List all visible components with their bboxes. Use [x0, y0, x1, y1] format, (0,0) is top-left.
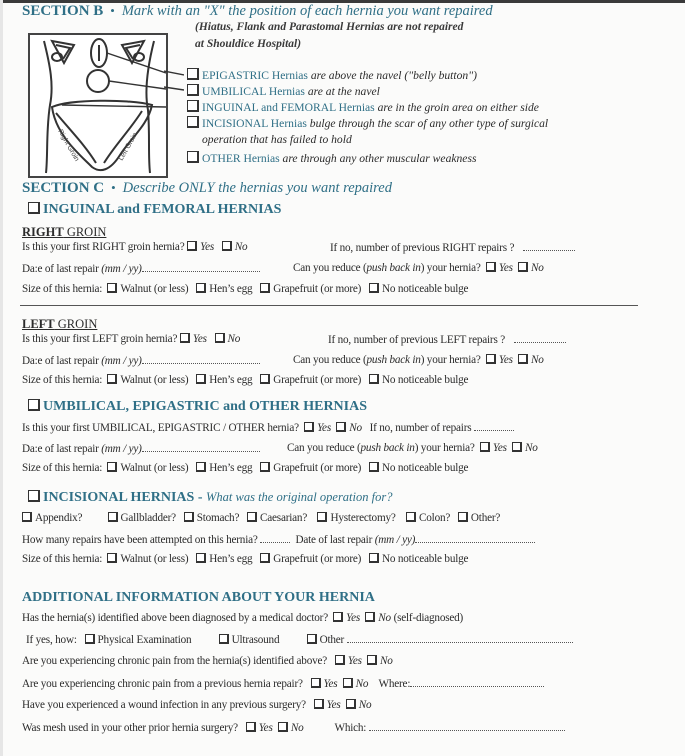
method-option: Physical Examination	[97, 634, 192, 646]
op-stomach-checkbox[interactable]	[184, 512, 194, 522]
umbilical-first-row	[22, 421, 514, 434]
no-label: No	[530, 262, 544, 274]
operations-row	[22, 512, 500, 524]
size-label: Size of this hernia:	[22, 283, 103, 295]
legend-umbilical[interactable]	[187, 84, 380, 98]
incisional-size-grapefruit-checkbox[interactable]	[260, 553, 270, 563]
no-label: No	[349, 422, 362, 434]
diagnosis-method-row	[26, 633, 573, 646]
size-label: Size of this hernia:	[22, 374, 103, 386]
umbilical-reduce-row	[287, 442, 538, 454]
umbilical-date-field[interactable]	[142, 442, 260, 452]
umbilical-size-no-bulge-checkbox[interactable]	[369, 462, 379, 472]
method-other-field[interactable]	[347, 633, 573, 643]
right-size-grapefruit-checkbox[interactable]	[260, 283, 270, 293]
operation-option: Appendix?	[35, 512, 83, 524]
section-c-header	[22, 179, 392, 197]
divider-line	[20, 305, 638, 306]
no-label: No	[524, 442, 538, 454]
legend-other[interactable]	[187, 151, 476, 165]
question-text: If no, number of previous LEFT repairs ?	[328, 334, 505, 346]
diagnosed-no-checkbox[interactable]	[365, 612, 375, 622]
section-b-instruction: Mark with an "X" the position of each hernia you want repaired	[121, 3, 493, 19]
left-size-hens-egg-checkbox[interactable]	[196, 374, 206, 384]
date-label: Da:e of last repair	[22, 355, 99, 367]
wound-infection-yes-checkbox[interactable]	[314, 699, 324, 709]
question-text: How many repairs have been attempted on this hernia?	[22, 534, 258, 546]
method-ultrasound-checkbox[interactable]	[219, 634, 229, 644]
left-size-walnut-checkbox[interactable]	[107, 374, 117, 384]
left-groin-heading-rest: GROIN	[54, 317, 98, 331]
prev-repair-pain-no-checkbox[interactable]	[343, 678, 353, 688]
question-text: Is this your first RIGHT groin hernia?	[22, 241, 185, 253]
no-label: No	[227, 333, 241, 345]
section-c-instruction: Describe ONLY the hernias you want repaired	[122, 180, 392, 196]
left-size-no-bulge-checkbox[interactable]	[369, 374, 379, 384]
left-groin-heading	[22, 317, 97, 332]
incisional-heading-text: INCISIONAL HERNIAS	[43, 490, 195, 505]
method-physical-exam-checkbox[interactable]	[85, 634, 95, 644]
right-size-walnut-checkbox[interactable]	[107, 283, 117, 293]
section-b-label: SECTION B	[22, 3, 104, 19]
inguinal-heading-text: INGUINAL and FEMORAL HERNIAS	[43, 202, 282, 217]
yes-label: Yes	[498, 262, 513, 274]
incisional-size-row	[22, 553, 468, 565]
left-prev-repairs	[328, 333, 566, 346]
umbilical-reduce-no-checkbox[interactable]	[512, 442, 522, 452]
legend-incisional-desc2: operation that has failed to hold	[202, 133, 352, 146]
right-reduce-row	[293, 262, 544, 274]
prev-repair-pain-row	[22, 677, 544, 690]
op-colon-checkbox[interactable]	[406, 512, 416, 522]
reduce-q-pre: Can you reduce (	[293, 354, 367, 366]
op-appendix-checkbox[interactable]	[22, 512, 32, 522]
operation-option: Hysterectomy?	[330, 512, 396, 524]
size-option: Walnut (or less)	[120, 374, 189, 386]
wound-infection-no-checkbox[interactable]	[346, 699, 356, 709]
if-yes-how-label: If yes, how:	[26, 634, 77, 646]
size-option: Grapefruit (or more)	[273, 553, 362, 565]
incisional-dash: -	[194, 490, 206, 505]
no-label: No	[234, 241, 248, 253]
left-reduce-row	[293, 354, 544, 366]
operation-option: Gallbladder?	[120, 512, 176, 524]
right-groin-heading-bold: RIGHT	[22, 225, 64, 239]
umbilical-heading-checkbox[interactable]	[28, 399, 40, 411]
question-text: Is this your first LEFT groin hernia?	[22, 333, 178, 345]
epigastric-checkbox[interactable]	[187, 68, 199, 80]
no-label: No	[290, 722, 304, 734]
date-format: (mm / yy)	[374, 534, 416, 546]
size-option: Grapefruit (or more)	[273, 462, 362, 474]
right-reduce-yes-checkbox[interactable]	[486, 262, 496, 272]
umbilical-heading-text: UMBILICAL, EPIGASTRIC and OTHER HERNIAS	[43, 399, 368, 414]
incisional-repairs-row	[22, 533, 535, 546]
question-text: Are you experiencing chronic pain from the hernia(s) identified above?	[22, 655, 328, 667]
method-other-checkbox[interactable]	[307, 634, 317, 644]
right-groin-heading	[22, 225, 106, 240]
operation-option: Other?	[470, 512, 501, 524]
incisional-date-field[interactable]	[415, 533, 535, 543]
reduce-q-post: ) your hernia?	[414, 442, 475, 454]
size-option: No noticeable bulge	[381, 283, 469, 295]
operation-option: Colon?	[419, 512, 451, 524]
question-text: Have you experienced a wound infection in any previous surgery?	[22, 699, 306, 711]
chronic-pain-no-checkbox[interactable]	[367, 655, 377, 665]
where-label: Where:	[378, 678, 411, 690]
umbilical-size-hens-egg-checkbox[interactable]	[196, 462, 206, 472]
date-format: (mm / yy)	[101, 443, 142, 455]
size-label: Size of this hernia:	[22, 462, 103, 474]
incisional-size-no-bulge-checkbox[interactable]	[369, 553, 379, 563]
umbilical-first-yes-checkbox[interactable]	[304, 422, 314, 432]
right-first-no-checkbox[interactable]	[222, 241, 232, 251]
left-size-grapefruit-checkbox[interactable]	[260, 374, 270, 384]
size-option: Hen’s egg	[209, 553, 253, 565]
right-size-row	[22, 283, 468, 295]
question-text: Are you experiencing chronic pain from a previous hernia repair?	[22, 678, 303, 690]
yes-label: Yes	[498, 354, 513, 366]
mesh-yes-checkbox[interactable]	[246, 722, 256, 732]
date-label: Date of last repair	[295, 534, 373, 546]
left-first-hernia-row	[22, 333, 240, 345]
umbilical-size-row	[22, 462, 468, 474]
where-field[interactable]	[410, 677, 544, 687]
size-option: No noticeable bulge	[381, 462, 469, 474]
op-other-checkbox[interactable]	[458, 512, 468, 522]
left-date-row	[22, 354, 260, 367]
legend-desc: bulge through the scar of any other type of surgical	[309, 117, 549, 130]
which-field[interactable]	[369, 721, 565, 731]
self-diagnosed-label: (self-diagnosed)	[393, 612, 464, 624]
size-option: Grapefruit (or more)	[273, 374, 362, 386]
yes-label: Yes	[346, 612, 361, 624]
operation-option: Stomach?	[196, 512, 240, 524]
which-label: Which:	[334, 722, 367, 734]
legend-name: INCISIONAL Hernias	[202, 117, 307, 130]
size-option: Walnut (or less)	[120, 553, 189, 565]
other-checkbox[interactable]	[187, 151, 199, 163]
chronic-pain-yes-checkbox[interactable]	[335, 655, 345, 665]
left-groin-label: Left Groin	[117, 131, 140, 162]
yes-label: Yes	[258, 722, 273, 734]
method-option: Other	[319, 634, 345, 646]
right-size-no-bulge-checkbox[interactable]	[369, 283, 379, 293]
left-reduce-no-checkbox[interactable]	[518, 354, 528, 364]
chronic-pain-row	[22, 655, 393, 667]
abdomen-drawing-icon	[30, 35, 166, 176]
diagnosed-yes-checkbox[interactable]	[333, 612, 343, 622]
umbilical-size-walnut-checkbox[interactable]	[107, 462, 117, 472]
rib-right	[52, 41, 74, 63]
section-b-note-line2: at Shouldice Hospital)	[195, 38, 302, 50]
legend-name: INGUINAL and FEMORAL Hernias	[202, 101, 375, 114]
right-first-yes-checkbox[interactable]	[187, 241, 197, 251]
page-left-edge	[0, 0, 3, 756]
incisional-repairs-field[interactable]	[260, 533, 290, 543]
size-option: Hen’s egg	[209, 462, 253, 474]
date-format: (mm / yy)	[101, 263, 142, 275]
umbilical-heading[interactable]	[28, 399, 367, 415]
size-option: No noticeable bulge	[381, 553, 469, 565]
no-label: No	[378, 612, 391, 624]
op-caesarian-checkbox[interactable]	[247, 512, 257, 522]
legend-desc: are at the navel	[307, 85, 380, 98]
umbilical-prev-repairs-field[interactable]	[474, 421, 514, 431]
left-reduce-yes-checkbox[interactable]	[486, 354, 496, 364]
right-groin-label: Right Groin	[56, 128, 81, 163]
right-size-hens-egg-checkbox[interactable]	[196, 283, 206, 293]
date-label: Da:e of last repair	[22, 443, 99, 455]
umbilical-reduce-yes-checkbox[interactable]	[480, 442, 490, 452]
reduce-q-pre: Can you reduce (	[293, 262, 367, 274]
inguinal-femoral-checkbox[interactable]	[187, 100, 199, 112]
right-reduce-no-checkbox[interactable]	[518, 262, 528, 272]
umbilical-first-no-checkbox[interactable]	[336, 422, 346, 432]
inguinal-heading-checkbox[interactable]	[28, 202, 40, 214]
left-prev-repairs-field[interactable]	[514, 333, 566, 343]
operation-option: Caesarian?	[260, 512, 308, 524]
question-text: If no, number of repairs	[369, 422, 472, 434]
yes-label: Yes	[200, 241, 214, 253]
legend-name: EPIGASTRIC Hernias	[202, 69, 308, 82]
incisional-checkbox[interactable]	[187, 116, 199, 128]
yes-label: Yes	[326, 699, 341, 711]
reduce-q-post: ) your hernia?	[420, 354, 481, 366]
reduce-q-it: push back in	[366, 354, 421, 366]
prev-repair-pain-yes-checkbox[interactable]	[311, 678, 321, 688]
reduce-q-it: push back in	[360, 442, 415, 454]
size-option: Walnut (or less)	[120, 283, 189, 295]
incisional-heading-checkbox[interactable]	[28, 490, 40, 502]
size-option: No noticeable bulge	[381, 374, 469, 386]
inguinal-heading[interactable]	[28, 202, 281, 218]
legend-epigastric[interactable]	[187, 68, 477, 82]
incisional-question: What was the original operation for?	[206, 490, 393, 504]
op-hysterectomy-checkbox[interactable]	[317, 512, 327, 522]
reduce-q-it: push back in	[366, 262, 421, 274]
legend-name: UMBILICAL Hernias	[202, 85, 305, 98]
yes-label: Yes	[192, 333, 207, 345]
section-c-label: SECTION C	[22, 180, 105, 196]
yes-label: Yes	[492, 442, 507, 454]
yes-label: Yes	[323, 678, 338, 690]
left-size-row	[22, 374, 468, 386]
diagnosed-row	[22, 612, 463, 624]
wound-infection-row	[22, 699, 371, 711]
section-b-header	[22, 2, 493, 20]
umbilical-size-grapefruit-checkbox[interactable]	[260, 462, 270, 472]
question-text: If no, number of previous RIGHT repairs ?	[330, 242, 515, 254]
section-c-bullet: •	[111, 180, 116, 195]
legend-desc: are in the groin area on either side	[377, 101, 539, 114]
size-option: Walnut (or less)	[120, 462, 189, 474]
right-first-hernia-row	[22, 241, 247, 253]
size-option: Hen’s egg	[209, 283, 253, 295]
right-date-row	[22, 262, 260, 275]
op-gallbladder-checkbox[interactable]	[108, 512, 118, 522]
legend-desc: are through any other muscular weakness	[282, 152, 477, 165]
leader-lines-icon	[164, 50, 184, 100]
legend-name: OTHER Hernias	[202, 152, 280, 165]
left-first-yes-checkbox[interactable]	[180, 333, 190, 343]
legend-inguinal-femoral[interactable]	[187, 100, 539, 114]
abdomen-diagram[interactable]	[28, 33, 168, 178]
size-option: Hen’s egg	[209, 374, 253, 386]
no-label: No	[358, 699, 372, 711]
torso-right-side	[44, 41, 52, 173]
no-label: No	[379, 655, 393, 667]
legend-desc: are above the navel ("belly button")	[310, 69, 477, 82]
yes-label: Yes	[317, 422, 331, 434]
section-b-bullet: •	[110, 3, 115, 18]
section-b-note-line1: (Hiatus, Flank and Parastomal Hernias are not repaired	[195, 21, 464, 33]
mesh-row	[22, 721, 565, 734]
legend-incisional[interactable]	[187, 116, 548, 130]
incisional-size-hens-egg-checkbox[interactable]	[196, 553, 206, 563]
mesh-no-checkbox[interactable]	[278, 722, 288, 732]
reduce-q-post: ) your hernia?	[420, 262, 481, 274]
date-label: Da:e of last repair	[22, 263, 99, 275]
left-date-field[interactable]	[142, 354, 260, 364]
reduce-q-pre: Can you reduce (	[287, 442, 361, 454]
incisional-size-walnut-checkbox[interactable]	[107, 553, 117, 563]
left-groin-heading-bold: LEFT	[22, 317, 55, 331]
additional-info-heading: ADDITIONAL INFORMATION ABOUT YOUR HERNIA	[22, 590, 375, 605]
right-prev-repairs-field[interactable]	[523, 241, 575, 251]
no-label: No	[355, 678, 369, 690]
question-text: Is this your first UMBILICAL, EPIGASTRIC / OTHER hernia?	[22, 422, 299, 434]
right-prev-repairs	[330, 241, 575, 254]
date-format: (mm / yy)	[101, 355, 142, 367]
method-option: Ultrasound	[231, 634, 280, 646]
size-label: Size of this hernia:	[22, 553, 103, 565]
size-option: Grapefruit (or more)	[273, 283, 362, 295]
right-date-field[interactable]	[142, 262, 260, 272]
question-text: Has the hernia(s) identified above been diagnosed by a medical doctor?	[22, 612, 328, 624]
umbilical-date-row	[22, 442, 260, 455]
no-label: No	[530, 354, 544, 366]
right-groin-heading-rest: GROIN	[63, 225, 107, 239]
yes-label: Yes	[347, 655, 362, 667]
incisional-heading[interactable]	[28, 488, 392, 506]
left-first-no-checkbox[interactable]	[215, 333, 225, 343]
question-text: Was mesh used in your other prior hernia surgery?	[22, 722, 238, 734]
umbilical-checkbox[interactable]	[187, 84, 199, 96]
